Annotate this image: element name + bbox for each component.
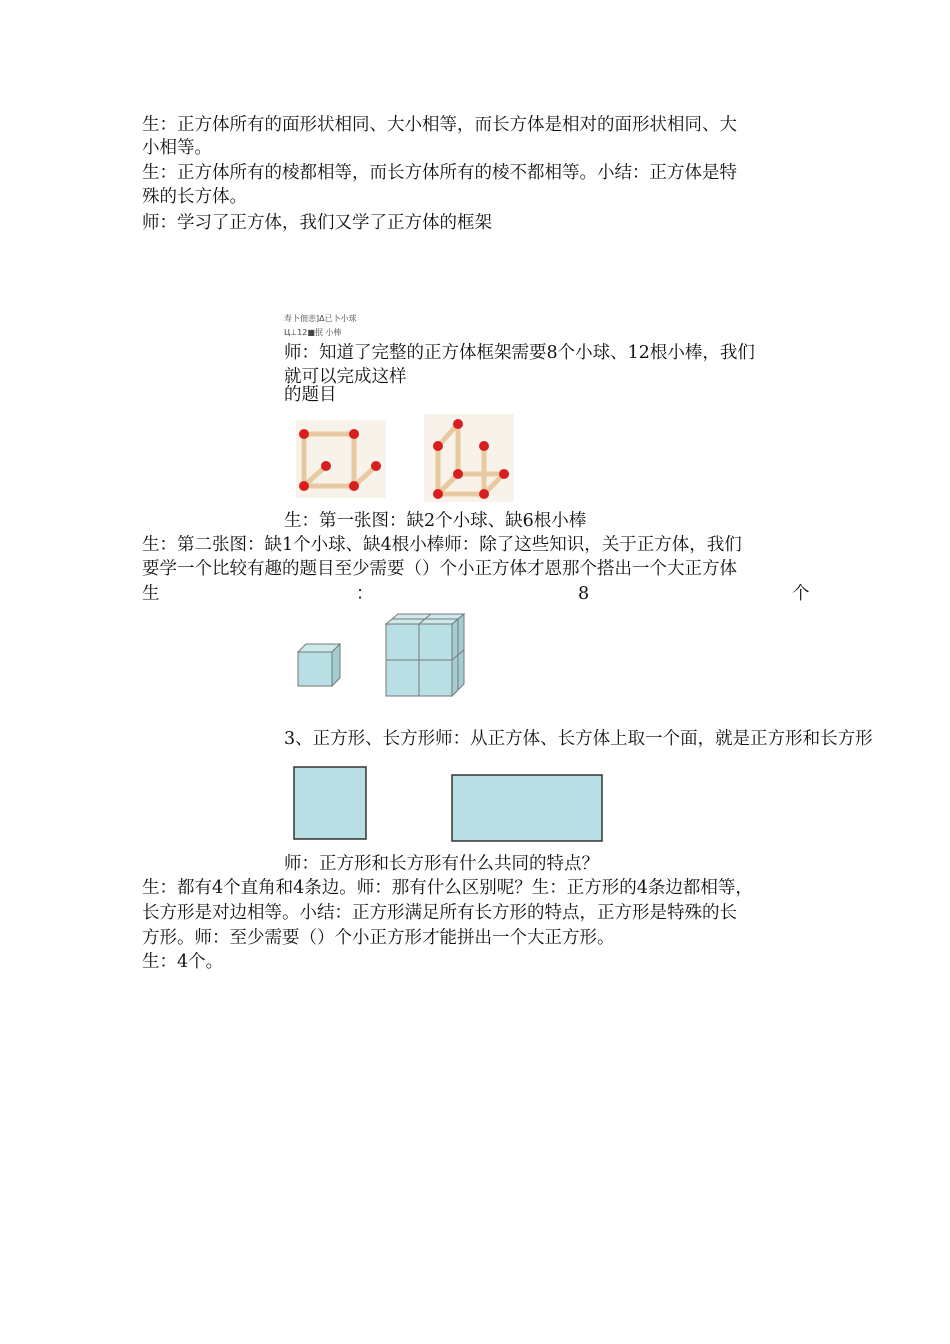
answer-row-b: ： bbox=[356, 584, 374, 604]
text-line-11: 要学一个比较有趣的题目至少需要（）个小正方体才恩那个搭出一个大正方体 bbox=[142, 559, 737, 579]
small-note-2: Ц⊥12■抿 小棒 bbox=[284, 328, 342, 337]
cube-frame-figure-2 bbox=[424, 414, 514, 502]
rectangle-figure bbox=[451, 774, 603, 842]
answer-row-a: 生 bbox=[142, 584, 160, 604]
square-figure bbox=[293, 766, 367, 840]
large-cube-figure bbox=[384, 612, 466, 698]
text-line-12: 3、正方形、长方形师：从正方体、长方体上取一个面，就是正方形和长方形 bbox=[284, 729, 873, 749]
answer-row-c: 8 bbox=[578, 584, 590, 604]
cube-frame-figure-1 bbox=[296, 420, 386, 498]
text-line-13: 师：正方形和长方形有什么共同的特点？ bbox=[284, 854, 599, 874]
small-cube-figure bbox=[296, 642, 342, 688]
text-line-10: 生：第二张图：缺1个小球、缺4根小棒师：除了这些知识，关于正方体，我们 bbox=[142, 535, 742, 555]
answer-row-d: 个 bbox=[792, 584, 810, 604]
text-line-2: 小相等。 bbox=[142, 138, 212, 158]
text-line-8: 的题目 bbox=[284, 385, 337, 405]
text-line-17: 生：4个。 bbox=[142, 952, 224, 972]
small-note-1: 寿卜佃恚]Δ已卜小球 bbox=[284, 314, 357, 323]
text-line-15: 长方形是对边相等。小结：正方形满足所有长方形的特点，正方形是特殊的长 bbox=[142, 903, 737, 923]
text-line-4: 殊的长方体。 bbox=[142, 187, 247, 207]
text-line-6: 师：知道了完整的正方体框架需要8个小球、12根小棒，我们 bbox=[284, 343, 755, 363]
text-line-5: 师：学习了正方体，我们又学了正方体的框架 bbox=[142, 213, 492, 233]
text-line-7: 就可以完成这样 bbox=[284, 367, 407, 387]
text-line-3: 生：正方体所有的棱都相等，而长方体所有的棱不都相等。小结：正方体是特 bbox=[142, 163, 737, 183]
text-line-16: 方形。师：至少需要（）个小正方形才能拼出一个大正方形。 bbox=[142, 928, 615, 948]
text-line-9: 生：第一张图：缺2个小球、缺6根小棒 bbox=[284, 511, 587, 531]
text-line-14: 生：都有4个直角和4条边。师：那有什么区别呢？生：正方形的4条边都相等， bbox=[142, 878, 753, 898]
text-line-1: 生：正方体所有的面形状相同、大小相等，而长方体是相对的面形状相同、大 bbox=[142, 115, 737, 135]
